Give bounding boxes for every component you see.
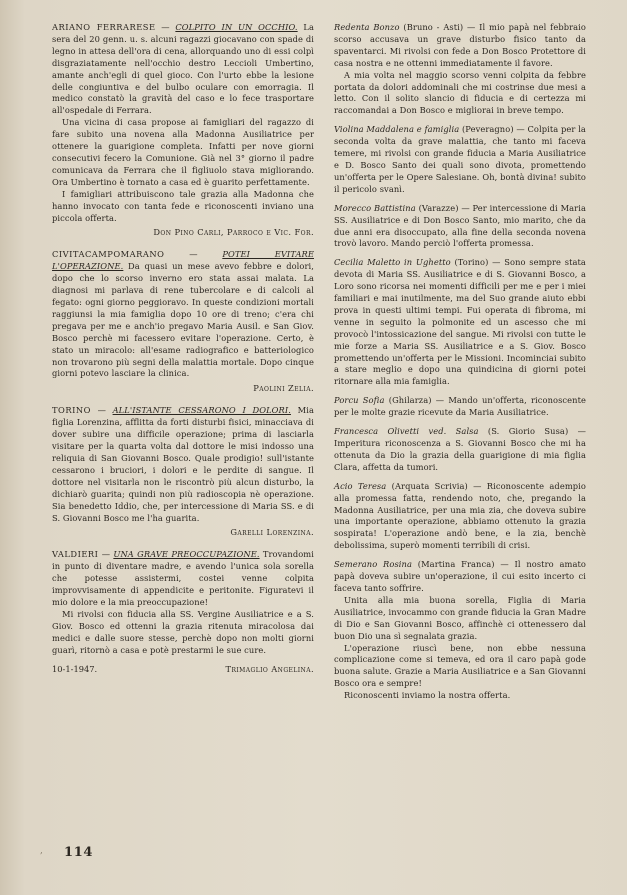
- entry-gap: [52, 238, 314, 249]
- entry-name: Semerano Rosina: [334, 559, 412, 570]
- entry-heading: ARIANO FERRARESE: [52, 22, 156, 32]
- entry-gap: [334, 117, 586, 124]
- entry-paragraph: [52, 117, 314, 188]
- entry-place: (Peveragno): [461, 124, 514, 135]
- entry-paragraph: [334, 70, 586, 118]
- entry-place: (Bruno - Asti): [403, 22, 464, 32]
- entry-paragraph: [334, 124, 586, 195]
- entry-signature: Don Pino Carli, Parroco e Vic. For.: [153, 227, 314, 238]
- entry-paragraph: [334, 426, 586, 474]
- entry-place: (Martina Franca): [417, 559, 495, 570]
- entry-gap: [334, 250, 586, 257]
- entry-heading: TORINO: [52, 405, 91, 416]
- entry-text: A mia volta nel maggio scorso venni colpita da febbre portata da dolori addominali che mi costrinse due mesi a letto. Con il solito slancio di fiducia e di certezza mi raccomandai a Don Bosco e migliorai in breve tempo.: [334, 69, 586, 116]
- entry-dateline: [52, 663, 314, 675]
- page-number: 114: [64, 845, 94, 860]
- entry-text: Da quasi un mese avevo febbre e dolori, dopo che lo scorso inverno ero stata assai malata. La diagnosi mi parlava di rene tubercolare e di calcoli al fegato: ogni giorno peggioravo. In queste condizioni mortali raggiunsi la mia famiglia dopo 10 ore di treno; c'era chi pregava per me e anch'io pregavo Maria Ausil. e San Giov. Bosco perchè mi facessero evitare l'operazione. Certo, è stato un miracolo: all'esame radiografico e batteriologico non trovarono più segni della malattia mortale. Dopo cinque giorni potevo lasciare la clinica.: [52, 261, 314, 379]
- entry-paragraph: CIVITACAMPOMARANO — POTEI EVITARE L'OPERAZIONE. Da quasi un mese avevo febbre e dolori, dopo che lo scorso inverno ero stata assai malata. La diagnosi mi parlava di rene tubercolare e di calcoli al fegato: ogni giorno peggioravo. In queste condizioni mortali raggiunsi la mia famiglia dopo 10 ore di treno; c'era chi pregava per me e anch'io pregavo Maria Ausil. e San Giov. Bosco perchè mi facessero evitare l'operazione. Certo, è stato un miracolo: all'esame radiografico e batteriologico non trovarono più segni della malattia mortale. Dopo cinque giorni potevo lasciare la clinica.: [52, 249, 314, 379]
- entry-paragraph: [334, 395, 586, 419]
- entry-date: 10-1-1947.: [52, 663, 98, 674]
- entry-title: ALL'ISTANTE CESSARONO I DOLORI.: [112, 405, 291, 416]
- entry-gap: [52, 394, 314, 405]
- entry-text: La sera del 20 genn. u. s. alcuni ragazzi giocavano con spade di legno in attesa dell'ora di cena, allorquando uno di essi colpì disgraziatamente nell'occhio destro Leccioli Umbertino, amante anch'egli di quel gioco. Con l'urto ebbe la lesione delle congiuntiva e del bulbo oculare con emorragia. Il medico constatò la gravità del caso e lo fece trasportare all'ospedale di Ferrara.: [52, 22, 314, 116]
- entry-text: — Riconoscente adempio alla promessa fatta, rendendo noto, che, pregando la Madonna Ausiliatrice, per una mia zia, che doveva subire una importante operazione, abbiamo ottenuto la grazia sospirata! L'operazione andò bene, e la zia, benchè debolissima, superò momenti terribili di crisi.: [334, 480, 586, 551]
- entry-title: UNA GRAVE PREOCCUPAZIONE.: [113, 549, 260, 560]
- entry-paragraph: [334, 559, 586, 595]
- entry-paragraph: [334, 643, 586, 691]
- entry-paragraph: ARIANO FERRARESE — COLPITO IN UN OCCHIO. La sera del 20 genn. u. s. alcuni ragazzi giocavano con spade di legno in attesa dell'ora di cena, allorquando uno di essi colpì disgraziatamente nell'occhio destro Leccioli Umbertino, amante anch'egli di quel gioco. Con l'urto ebbe la lesione delle congiuntiva e del bulbo oculare con emorragia. Il medico constatò la gravità del caso e lo fece trasportare all'ospedale di Ferrara.: [52, 22, 314, 116]
- entry-text: — Il nostro amato papà doveva subire un'operazione, il cui esito incerto ci faceva tanto soffrire.: [334, 559, 586, 593]
- entry-gap: [52, 538, 314, 549]
- entry-text: — Per intercessione di Maria SS. Ausiliatrice e di Don Bosco Santo, mio marito, che da due anni era disoccupato, alla fine della seconda novena trovò lavoro. Mando perciò l'offerta promessa.: [334, 202, 586, 249]
- entry-text: Unita alla mia buona sorella, Figlia di Maria Ausiliatrice, invocammo con grande fiducia la Gran Madre di Dio e San Giovanni Bosco, affinchè ci ottenessero dal buon Dio una sì segnalata grazia.: [334, 594, 586, 641]
- entry-signature: Garelli Lorenzina.: [230, 527, 314, 538]
- entry-text: Mia figlia Lorenzina, afflitta da forti disturbi fisici, minacciava di dover subire una difficile operazione; prima di lasciarla visitare per la quarta volta dal dottore le misi indosso una reliquia di San Giovanni Bosco. Quale prodigio! sull'istante cessarono i bruciori, i dolori e le perdite di sangue. Il dottore nel visitarla non le riscontrò più alcun disturbo, la dichiarò guarita; quindi non più radioscopia nè operazione. Sia benedetto Iddio, che, per intercessione di Maria SS. e di S. Giovanni Bosco me l'ha guarita.: [52, 405, 314, 523]
- entry-gap: [334, 552, 586, 559]
- margin-mark: ,: [40, 846, 43, 856]
- entry-text: Trovandomi in punto di diventare madre, e avendo l'unica sola sorella che potesse assistermi, costei venne colpita improvvisamente di appendicite e peritonite. Figuratevi il mio dolore e la mia preoccupazione!: [52, 549, 314, 608]
- entry-paragraph: [334, 203, 586, 251]
- entry-name: Cecilia Maletto in Ughetto: [334, 257, 451, 268]
- entry-name: Acio Teresa: [334, 480, 387, 491]
- entry-name: Francesca Olivetti ved. Salsa: [334, 426, 479, 437]
- entry-text: — Imperitura riconoscenza a S. Giovanni Bosco che mi ha ottenuta da Dio la grazia della guarigione di mia figlia Clara, affetta da tumori.: [334, 426, 586, 472]
- entry-paragraph: [334, 690, 586, 702]
- entry-paragraph: TORINO — ALL'ISTANTE CESSARONO I DOLORI. Mia figlia Lorenzina, afflitta da forti disturbi fisici, minacciava di dover subire una difficile operazione; prima di lasciarla visitare per la quarta volta dal dottore le misi indosso una reliquia di San Giovanni Bosco. Quale prodigio! sull'istante cessarono i bruciori, i dolori e le perdite di sangue. Il dottore nel visitarla non le riscontrò più alcun disturbo, la dichiarò guarita; quindi non più radioscopia nè operazione. Sia benedetto Iddio, che, per intercessione di Maria SS. e di S. Giovanni Bosco me l'ha guarita.: [52, 405, 314, 523]
- entry-paragraph: [52, 609, 314, 657]
- entry-text: Riconoscenti inviamo la nostra offerta.: [344, 690, 511, 701]
- entry-name: Violina Maddalena e famiglia: [334, 124, 460, 135]
- entry-text: — Colpita per la seconda volta da grave malattia, che tanto mi faceva temere, mi rivolsi con grande fiducia a Maria Ausiliatrice e D. Bosco Santo dei quali sono divota, promettendo un'offerta per le Opere Salesiane. Oh, bontà divina! subito il pericolo svanì.: [334, 124, 586, 194]
- entry-title: COLPITO IN UN OCCHIO.: [175, 22, 298, 32]
- entry-paragraph: [52, 189, 314, 225]
- entry-gap: [334, 419, 586, 426]
- entry-text: — Sono sempre stata devota di Maria SS. Ausiliatrice e di S. Giovanni Bosco, a Loro sono ricorsa nei momenti difficili per me e per i miei familiari e mai inutilmente, ma del Suo grande aiuto ebbi prova in questi ultimi tempi. Fui operata di fibroma, mi venne in seguito la polmonite ed un ascesso che mi provocò l'intossicazione del sangue. Mi rivolsi con tutte le mie forze a Maria SS. Ausiliatrice e a S. Giov. Bosco promettendo un'offerta per le Missioni. Incominciai subito a stare meglio e dopo una quindicina di giorni potei ritornare alla mia famiglia.: [334, 257, 586, 387]
- entry-paragraph: [334, 257, 586, 388]
- entry-gap: [334, 196, 586, 203]
- entry-text: — Mando un'offerta, riconoscente per le molte grazie ricevute da Maria Ausiliatrice.: [334, 395, 586, 418]
- left-column: [52, 22, 314, 675]
- entry-paragraph: [334, 22, 586, 70]
- entry-gap: [334, 388, 586, 395]
- entry-place: (Torino): [454, 257, 489, 268]
- entry-place: (Varazze): [418, 202, 459, 213]
- entry-heading: CIVITACAMPOMARANO: [52, 249, 165, 260]
- entry-name: Redenta Bonzo: [334, 22, 400, 32]
- entry-place: (Ghilarza): [388, 395, 432, 406]
- entry-place: (S. Giorio Susa): [487, 426, 569, 437]
- entry-text: Una vicina di casa propose ai famigliari del ragazzo di fare subito una novena alla Madonna Ausiliatrice per ottenere la guarigione completa. Infatti per nove giorni consecutivi fecero la Comunione. Già nel 3° giorno il padre comunicava da Ferrara che il figliuolo stava migliorando. Ora Umbertino è tornato a casa ed è guarito perfettamente.: [52, 117, 314, 187]
- entry-name: Morecco Battistina: [334, 202, 416, 213]
- entry-gap: [334, 474, 586, 481]
- entry-title: POTEI EVITARE L'OPERAZIONE.: [52, 249, 314, 272]
- entry-text: L'operazione riuscì bene, non ebbe nessuna complicazione come si temeva, ed ora il caro papà gode buona salute. Grazie a Maria Ausiliatrice e a San Giovanni Bosco ora e sempre!: [334, 642, 586, 689]
- entry-text: I famigliari attribuiscono tale grazia alla Madonna che hanno invocato con tanta fede e riconoscenti inviano una piccola offerta.: [52, 188, 314, 223]
- entry-signature: Trimaglio Angelina.: [225, 663, 314, 674]
- entry-paragraph: [334, 595, 586, 643]
- entry-paragraph: VALDIERI — UNA GRAVE PREOCCUPAZIONE. Trovandomi in punto di diventare madre, e avendo l'unica sola sorella che potesse assistermi, costei venne colpita improvvisamente di appendicite e peritonite. Figuratevi il mio dolore e la mia preoccupazione!: [52, 549, 314, 608]
- entry-heading: VALDIERI: [52, 549, 99, 560]
- entry-place: (Arquata Scrivia): [391, 480, 468, 491]
- entry-signature: Paolini Zelia.: [253, 383, 314, 394]
- entry-paragraph: [334, 481, 586, 552]
- right-column: [334, 22, 586, 702]
- entry-name: Porcu Sofia: [334, 395, 385, 406]
- entry-text: — Il mio papà nel febbraio scorso accusava un grave disturbo fisico tanto da spaventarci. Mi rivolsi con fede a Don Bosco Protettore di casa nostra e ne ottenni immediatamente il favore.: [334, 22, 586, 68]
- entry-text: Mi rivolsi con fiducia alla SS. Vergine Ausiliatrice e a S. Giov. Bosco ed ottenni la grazia ritenuta miracolosa dai medici e dalle suore stesse, perchè dopo non molti giorni guarì, ritornò a casa e potè prestarmi le sue cure.: [52, 608, 314, 655]
